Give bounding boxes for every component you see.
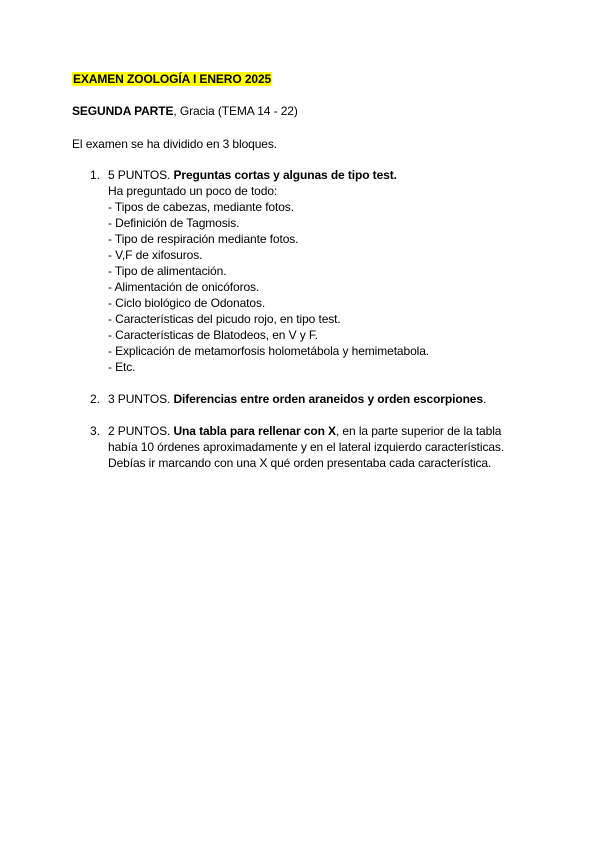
list-item: - Alimentación de onicóforos. <box>108 280 260 294</box>
list-item: - Explicación de metamorfosis holometábola y hemimetabola. <box>108 344 430 358</box>
list-item: - Características de Blatodeos, en V y F. <box>108 328 318 342</box>
item-2-tail: . <box>482 392 487 406</box>
list-item: - Tipo de respiración mediante fotos. <box>108 232 299 246</box>
item-3-tail: , en la parte superior de la tabla <box>335 424 502 438</box>
intro-paragraph: El examen se ha dividido en 3 bloques. <box>72 137 278 151</box>
document-title <box>72 71 272 87</box>
list-item: - Características del picudo rojo, en tipo test. <box>108 312 341 326</box>
item-2-points: 3 PUNTOS. <box>108 392 174 406</box>
item-3-number: 3. <box>90 424 101 438</box>
item-3-points: 2 PUNTOS. <box>108 424 174 438</box>
list-item: - Definición de Tagmosis. <box>108 216 240 230</box>
item-1-heading: Preguntas cortas y algunas de tipo test. <box>173 168 397 182</box>
list-item: - Tipos de cabezas, mediante fotos. <box>108 200 294 214</box>
item-2-number: 2. <box>90 392 101 406</box>
item-1-heading-line <box>108 167 397 183</box>
item-3-line-3: Debías ir marcando con una X qué orden presentaba cada característica. <box>108 456 492 470</box>
list-item: - Ciclo biológico de Odonatos. <box>108 296 266 310</box>
title-highlight: EXAMEN ZOOLOGÍA I ENERO 2025 <box>73 72 272 86</box>
item-1-number: 1. <box>90 168 101 182</box>
item-2-heading: Diferencias entre orden araneidos y orden escorpiones <box>173 392 483 406</box>
item-3-heading: Una tabla para rellenar con X <box>173 424 336 438</box>
item-1-points: 5 PUNTOS. <box>108 168 174 182</box>
item-1-lead: Ha preguntado un poco de todo: <box>108 184 278 198</box>
list-item: - Tipo de alimentación. <box>108 264 227 278</box>
item-1-details <box>108 183 429 375</box>
item-2-heading-line <box>108 391 486 407</box>
item-3-line-2: había 10 órdenes aproximadamente y en el lateral izquierdo características. <box>108 440 505 454</box>
document-subtitle <box>72 103 298 119</box>
subtitle-bold: SEGUNDA PARTE <box>72 104 174 118</box>
item-3-heading-line <box>108 423 501 439</box>
list-item: - V,F de xifosuros. <box>108 248 203 262</box>
subtitle-rest: , Gracia (TEMA 14 - 22) <box>173 104 298 118</box>
list-item: - Etc. <box>108 360 136 374</box>
